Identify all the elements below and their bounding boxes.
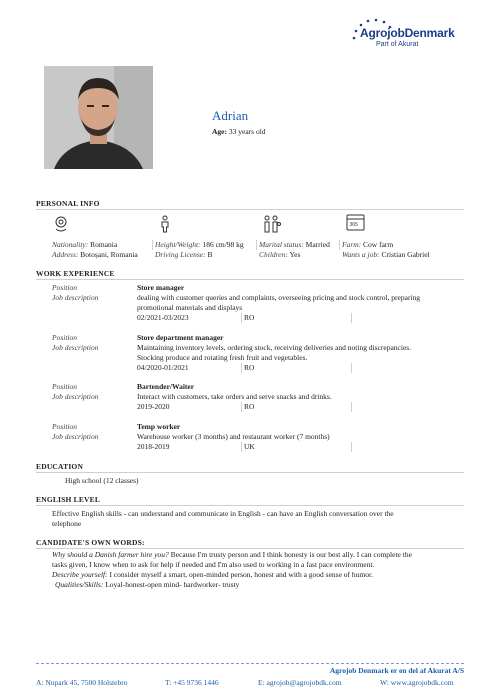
job-details [137, 422, 467, 442]
education-title: EDUCATION [36, 462, 84, 471]
describe-yourself-answer: I consider myself a smart, open-minded person, honest and with a good sense of humor. [107, 570, 373, 579]
footer-address: A: Nupark 45, 7500 Holstebro [36, 678, 128, 687]
job-details [137, 382, 467, 402]
family-icon [262, 215, 280, 233]
own-words-text [52, 550, 466, 590]
section-divider [36, 472, 464, 473]
job-country: RO [244, 402, 255, 411]
question-hire-label: Why should a Danish farmer hire you? [52, 550, 169, 559]
column-separator [351, 402, 352, 412]
marital-status-label: Marital status: [259, 240, 304, 249]
marital-status-value: Married [305, 240, 330, 249]
own-words-title: CANDIDATE'S OWN WORDS: [36, 538, 145, 547]
driving-license-value: B [207, 250, 213, 259]
job-dates: 2018-2019 [137, 442, 170, 451]
candidate-name: Adrian [212, 108, 249, 123]
column-separator [351, 442, 352, 452]
job-entry [52, 382, 98, 402]
farm-value: Cow farm [363, 240, 394, 249]
logo-subtext: Part of Akurat [376, 41, 419, 48]
job-description-label: Job description [52, 343, 99, 352]
english-level-text [52, 509, 464, 529]
job-description: Warehouse worker (3 months) and restaurant worker (7 months) [137, 432, 330, 441]
personal-col-1 [52, 240, 152, 260]
nationality-value: Romania [90, 240, 118, 249]
job-position: Temp worker [137, 422, 181, 431]
education-text: High school (12 classes) [65, 476, 139, 485]
footer-website[interactable]: W: www.agrojobdk.com [380, 678, 454, 687]
section-divider [36, 505, 464, 506]
describe-yourself-label: Describe yourself: [52, 570, 108, 579]
candidate-photo [44, 66, 153, 169]
job-dates: 04/2020-01/2021 [137, 363, 189, 372]
section-divider [36, 209, 464, 210]
section-divider [36, 279, 464, 280]
job-description-cont: promotional materials and displays [137, 303, 243, 312]
personal-col-3 [259, 240, 341, 260]
address-value: Botoșani, Romania [80, 250, 138, 259]
wants-job-label: Wants a job: [342, 250, 380, 259]
job-description-label: Job description [52, 432, 99, 441]
candidate-age [212, 127, 266, 136]
column-separator [241, 442, 242, 452]
section-divider [36, 548, 464, 549]
farm-calendar-icon [346, 213, 364, 231]
job-description: Maintaining inventory levels, ordering stock, receiving deliveries and noting discrepancies. [137, 343, 412, 352]
children-value: Yes [289, 250, 301, 259]
address-label: Address: [52, 250, 79, 259]
logo-text: AgrojobDenmark [360, 26, 455, 40]
job-position: Bartender/Waiter [137, 382, 195, 391]
age-value: 33 years old [228, 127, 266, 136]
job-country: UK [244, 442, 255, 451]
svg-text:365: 365 [349, 222, 358, 228]
personal-info-title: PERSONAL INFO [36, 199, 100, 208]
job-entry [52, 283, 98, 303]
footer-email[interactable]: E: agrojob@agrojobdk.com [258, 678, 342, 687]
english-level-title: ENGLISH LEVEL [36, 495, 101, 504]
nationality-label: Nationality: [52, 240, 89, 249]
column-separator [241, 402, 242, 412]
job-description-label: Job description [52, 392, 99, 401]
job-description-cont: Stocking produce and rotating fresh fruit and vegetables. [137, 353, 308, 362]
job-details [137, 333, 467, 363]
job-country: RO [244, 363, 255, 372]
height-weight-label: Height/Weight: [155, 240, 201, 249]
job-dates: 02/2021-03/2023 [137, 313, 189, 322]
job-details [137, 283, 467, 313]
driving-license-label: Driving License: [155, 250, 206, 259]
personal-col-4 [342, 240, 466, 260]
column-separator [339, 240, 340, 250]
footer-divider [36, 663, 464, 664]
job-description: dealing with customer queries and complaints, overseeing pricing and stock control, preparing [137, 293, 421, 302]
job-dates: 2019-2020 [137, 402, 170, 411]
position-label: Position [52, 333, 78, 342]
question-hire-answer-cont: tasks given, I know when to ask for help if needed and I'm also used to working in a fast pace environment. [52, 560, 375, 569]
column-separator [351, 363, 352, 373]
column-separator [241, 363, 242, 373]
farm-label: Farm: [342, 240, 362, 249]
footer-phone: T: +45 9736 1446 [165, 678, 219, 687]
work-experience-title: WORK EXPERIENCE [36, 269, 115, 278]
position-label: Position [52, 422, 78, 431]
qualities-skills-answer: Loyal-honest-open mind- hardworker- trusty [103, 580, 240, 589]
column-separator [256, 240, 257, 250]
children-label: Children: [259, 250, 288, 259]
english-line-1: Effective English skills - can understand and communicate in English - can have an English conversation over the [52, 509, 394, 518]
job-entry [52, 422, 98, 442]
question-hire-answer: Because I'm trusty person and I think honesty is our best ally. I can complete the [168, 550, 412, 559]
personal-col-2 [155, 240, 258, 260]
job-country: RO [244, 313, 255, 322]
qualities-skills-label: Qualities/Skills: [55, 580, 104, 589]
position-label: Position [52, 283, 78, 292]
job-description: Interact with customers, take orders and serve snacks and drinks. [137, 392, 332, 401]
location-pin-icon [52, 215, 70, 233]
column-separator [241, 313, 242, 323]
height-weight-value: 186 cm/98 kg [202, 240, 244, 249]
english-line-2: telephone [52, 519, 82, 528]
footer-company: Agrojob Denmark er en del af Akurat A/S [329, 666, 464, 675]
person-icon [156, 215, 174, 233]
job-description-label: Job description [52, 293, 99, 302]
column-separator [152, 240, 153, 250]
position-label: Position [52, 382, 78, 391]
job-position: Store manager [137, 283, 185, 292]
job-entry [52, 333, 98, 353]
age-label: Age: [212, 127, 227, 136]
wants-job-value: Cristian Gabriel [381, 250, 430, 259]
column-separator [351, 313, 352, 323]
job-position: Store department manager [137, 333, 224, 342]
